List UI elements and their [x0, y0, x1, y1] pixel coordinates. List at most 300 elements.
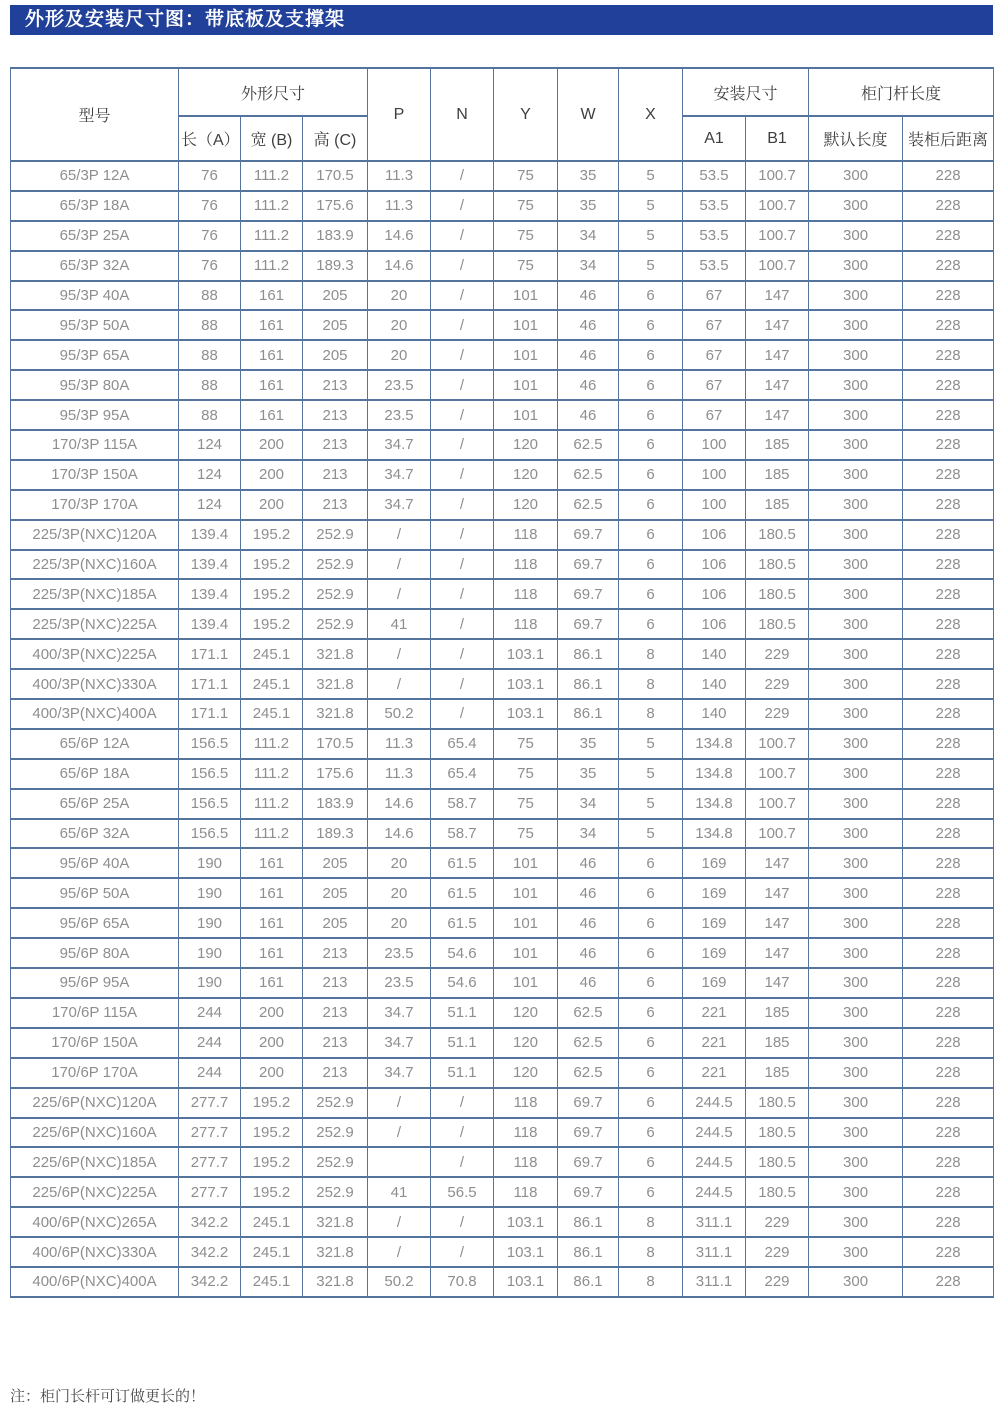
model-cell: 65/6P 25A	[11, 789, 179, 819]
value-cell: 300	[809, 789, 903, 819]
value-cell: 69.7	[558, 520, 619, 550]
value-cell: 228	[903, 191, 994, 221]
value-cell: 100.7	[746, 161, 809, 191]
value-cell: 228	[903, 968, 994, 998]
value-cell: 156.5	[179, 759, 241, 789]
col-header-height-c: 高 (C)	[303, 116, 368, 161]
table-row	[11, 1267, 994, 1297]
value-cell: 205	[303, 848, 368, 878]
model-cell: 65/3P 25A	[11, 221, 179, 251]
value-cell: 35	[558, 161, 619, 191]
value-cell: 124	[179, 430, 241, 460]
value-cell: 69.7	[558, 579, 619, 609]
model-cell: 400/6P(NXC)330A	[11, 1237, 179, 1267]
value-cell: 156.5	[179, 819, 241, 849]
value-cell: 300	[809, 430, 903, 460]
value-cell: 244.5	[683, 1088, 746, 1118]
value-cell: 228	[903, 490, 994, 520]
value-cell: 300	[809, 579, 903, 609]
value-cell: 200	[241, 460, 303, 490]
value-cell: 300	[809, 191, 903, 221]
value-cell: 67	[683, 400, 746, 430]
value-cell: 20	[368, 908, 431, 938]
value-cell: 161	[241, 281, 303, 311]
value-cell: 6	[619, 340, 683, 370]
footer-note: 注：柜门长杆可订做更长的！	[10, 1388, 206, 1405]
value-cell: 106	[683, 609, 746, 639]
value-cell: 300	[809, 669, 903, 699]
value-cell: 321.8	[303, 1207, 368, 1237]
col-header-w: W	[558, 68, 619, 161]
table-row	[11, 1118, 994, 1148]
value-cell: 300	[809, 878, 903, 908]
value-cell: /	[431, 191, 494, 221]
value-cell: 180.5	[746, 1118, 809, 1148]
dimensions-table	[10, 67, 994, 1298]
value-cell: 300	[809, 520, 903, 550]
model-cell: 95/6P 65A	[11, 908, 179, 938]
value-cell: /	[431, 400, 494, 430]
value-cell: /	[431, 460, 494, 490]
value-cell: 6	[619, 1118, 683, 1148]
value-cell: 20	[368, 340, 431, 370]
table-row	[11, 1207, 994, 1237]
value-cell: 229	[746, 1207, 809, 1237]
value-cell: 300	[809, 759, 903, 789]
value-cell: /	[431, 370, 494, 400]
value-cell: 180.5	[746, 579, 809, 609]
table-row	[11, 699, 994, 729]
value-cell: 169	[683, 848, 746, 878]
value-cell: 185	[746, 1028, 809, 1058]
value-cell: 311.1	[683, 1207, 746, 1237]
value-cell: 69.7	[558, 1147, 619, 1177]
value-cell: 147	[746, 968, 809, 998]
model-cell: 95/3P 40A	[11, 281, 179, 311]
value-cell: 228	[903, 430, 994, 460]
value-cell: 69.7	[558, 1177, 619, 1207]
value-cell: /	[368, 579, 431, 609]
value-cell: 88	[179, 370, 241, 400]
model-cell: 65/3P 18A	[11, 191, 179, 221]
value-cell: 189.3	[303, 819, 368, 849]
value-cell: 321.8	[303, 699, 368, 729]
value-cell: 228	[903, 340, 994, 370]
value-cell: 161	[241, 370, 303, 400]
value-cell: 51.1	[431, 1058, 494, 1088]
col-header-b1: B1	[746, 116, 809, 161]
value-cell: 103.1	[494, 669, 558, 699]
value-cell: 20	[368, 848, 431, 878]
value-cell: 5	[619, 221, 683, 251]
model-cell: 65/6P 32A	[11, 819, 179, 849]
value-cell: 34.7	[368, 430, 431, 460]
value-cell: 34.7	[368, 490, 431, 520]
value-cell: 100	[683, 430, 746, 460]
table-row	[11, 998, 994, 1028]
value-cell: 171.1	[179, 669, 241, 699]
value-cell: 311.1	[683, 1267, 746, 1297]
value-cell: 118	[494, 550, 558, 580]
value-cell: 205	[303, 878, 368, 908]
value-cell: 6	[619, 1088, 683, 1118]
value-cell: 228	[903, 400, 994, 430]
value-cell: 86.1	[558, 1237, 619, 1267]
value-cell: 213	[303, 1058, 368, 1088]
value-cell: /	[431, 1088, 494, 1118]
value-cell: 124	[179, 490, 241, 520]
table-row	[11, 1237, 994, 1267]
value-cell: 51.1	[431, 998, 494, 1028]
value-cell: 300	[809, 400, 903, 430]
value-cell: 221	[683, 998, 746, 1028]
value-cell: /	[431, 221, 494, 251]
value-cell: 50.2	[368, 1267, 431, 1297]
value-cell: 228	[903, 550, 994, 580]
value-cell: 213	[303, 460, 368, 490]
value-cell: 205	[303, 281, 368, 311]
value-cell: 111.2	[241, 789, 303, 819]
value-cell: 35	[558, 729, 619, 759]
value-cell: 190	[179, 848, 241, 878]
value-cell: 5	[619, 789, 683, 819]
value-cell: 70.8	[431, 1267, 494, 1297]
value-cell: 111.2	[241, 221, 303, 251]
value-cell: /	[368, 1207, 431, 1237]
value-cell: 86.1	[558, 639, 619, 669]
value-cell: 147	[746, 848, 809, 878]
value-cell: 300	[809, 1267, 903, 1297]
value-cell: 195.2	[241, 1118, 303, 1148]
value-cell: 245.1	[241, 669, 303, 699]
value-cell: 147	[746, 281, 809, 311]
value-cell: 118	[494, 1118, 558, 1148]
col-header-p: P	[368, 68, 431, 161]
table-row	[11, 1147, 994, 1177]
value-cell: 161	[241, 400, 303, 430]
value-cell: 229	[746, 699, 809, 729]
table-row	[11, 1088, 994, 1118]
value-cell: 300	[809, 370, 903, 400]
table-row	[11, 340, 994, 370]
value-cell: 23.5	[368, 370, 431, 400]
value-cell: 6	[619, 878, 683, 908]
value-cell: 213	[303, 430, 368, 460]
value-cell: 277.7	[179, 1177, 241, 1207]
value-cell: 300	[809, 729, 903, 759]
value-cell: 5	[619, 191, 683, 221]
value-cell: 252.9	[303, 550, 368, 580]
value-cell: 140	[683, 699, 746, 729]
value-cell: 147	[746, 310, 809, 340]
value-cell: 76	[179, 161, 241, 191]
value-cell: 6	[619, 579, 683, 609]
value-cell: 213	[303, 1028, 368, 1058]
value-cell: 56.5	[431, 1177, 494, 1207]
value-cell: 200	[241, 430, 303, 460]
value-cell: 111.2	[241, 191, 303, 221]
value-cell: 11.3	[368, 161, 431, 191]
value-cell: 6	[619, 908, 683, 938]
value-cell: 228	[903, 161, 994, 191]
value-cell: 8	[619, 639, 683, 669]
value-cell: 100.7	[746, 221, 809, 251]
value-cell: 228	[903, 221, 994, 251]
value-cell: 228	[903, 729, 994, 759]
value-cell: 147	[746, 878, 809, 908]
value-cell: 300	[809, 1207, 903, 1237]
value-cell: 118	[494, 579, 558, 609]
value-cell: 171.1	[179, 699, 241, 729]
table-row	[11, 310, 994, 340]
value-cell: 23.5	[368, 938, 431, 968]
value-cell: 169	[683, 878, 746, 908]
table-row	[11, 1058, 994, 1088]
page-title: 外形及安装尺寸图：带底板及支撑架	[10, 5, 993, 35]
value-cell: 300	[809, 310, 903, 340]
value-cell: 106	[683, 550, 746, 580]
value-cell: 35	[558, 191, 619, 221]
col-header-width-b: 宽 (B)	[241, 116, 303, 161]
table-row	[11, 848, 994, 878]
model-cell: 400/3P(NXC)330A	[11, 669, 179, 699]
model-cell: 95/3P 95A	[11, 400, 179, 430]
value-cell: 300	[809, 938, 903, 968]
table-row	[11, 609, 994, 639]
value-cell: 161	[241, 878, 303, 908]
value-cell: 106	[683, 579, 746, 609]
table-row	[11, 490, 994, 520]
model-cell: 170/6P 150A	[11, 1028, 179, 1058]
value-cell: 34	[558, 819, 619, 849]
model-cell: 225/6P(NXC)185A	[11, 1147, 179, 1177]
value-cell: 75	[494, 729, 558, 759]
model-cell: 95/3P 80A	[11, 370, 179, 400]
value-cell: 161	[241, 938, 303, 968]
value-cell: 300	[809, 1147, 903, 1177]
table-row	[11, 550, 994, 580]
table-row	[11, 1028, 994, 1058]
value-cell: 75	[494, 789, 558, 819]
value-cell: 14.6	[368, 789, 431, 819]
value-cell: /	[431, 1147, 494, 1177]
value-cell: 139.4	[179, 520, 241, 550]
value-cell: 228	[903, 878, 994, 908]
value-cell: 139.4	[179, 550, 241, 580]
value-cell: 161	[241, 908, 303, 938]
value-cell: 120	[494, 1058, 558, 1088]
value-cell: 46	[558, 281, 619, 311]
value-cell: 75	[494, 191, 558, 221]
value-cell: 34	[558, 221, 619, 251]
value-cell: 34.7	[368, 1058, 431, 1088]
value-cell: 228	[903, 998, 994, 1028]
value-cell: 277.7	[179, 1088, 241, 1118]
value-cell: 228	[903, 1058, 994, 1088]
value-cell: 228	[903, 1267, 994, 1297]
value-cell: 6	[619, 370, 683, 400]
value-cell: 111.2	[241, 729, 303, 759]
value-cell: 53.5	[683, 191, 746, 221]
value-cell: 100.7	[746, 251, 809, 281]
value-cell: 300	[809, 819, 903, 849]
value-cell: 228	[903, 669, 994, 699]
value-cell: 161	[241, 848, 303, 878]
value-cell: 221	[683, 1028, 746, 1058]
value-cell: 205	[303, 310, 368, 340]
value-cell: 200	[241, 998, 303, 1028]
value-cell: 140	[683, 639, 746, 669]
value-cell: 252.9	[303, 579, 368, 609]
value-cell: 213	[303, 400, 368, 430]
header-row-groups	[11, 68, 994, 116]
value-cell: 147	[746, 938, 809, 968]
table-row	[11, 579, 994, 609]
value-cell: /	[431, 609, 494, 639]
value-cell: 300	[809, 639, 903, 669]
value-cell: 100.7	[746, 759, 809, 789]
value-cell: 252.9	[303, 1177, 368, 1207]
value-cell: 34.7	[368, 460, 431, 490]
value-cell: 245.1	[241, 699, 303, 729]
value-cell: 69.7	[558, 1118, 619, 1148]
value-cell: 6	[619, 1177, 683, 1207]
value-cell: 88	[179, 340, 241, 370]
value-cell: 58.7	[431, 819, 494, 849]
value-cell: 5	[619, 251, 683, 281]
value-cell: 228	[903, 789, 994, 819]
model-cell: 225/3P(NXC)120A	[11, 520, 179, 550]
value-cell: 300	[809, 1028, 903, 1058]
value-cell: 300	[809, 1118, 903, 1148]
value-cell: 8	[619, 1237, 683, 1267]
value-cell: 228	[903, 370, 994, 400]
value-cell: 252.9	[303, 609, 368, 639]
value-cell: 300	[809, 699, 903, 729]
value-cell: 100.7	[746, 819, 809, 849]
value-cell: /	[431, 520, 494, 550]
value-cell: 50.2	[368, 699, 431, 729]
col-group-outline-dimensions: 外形尺寸	[179, 68, 368, 116]
model-cell: 400/6P(NXC)265A	[11, 1207, 179, 1237]
value-cell: 11.3	[368, 191, 431, 221]
value-cell: 342.2	[179, 1207, 241, 1237]
col-header-y: Y	[494, 68, 558, 161]
value-cell: 228	[903, 251, 994, 281]
value-cell: 111.2	[241, 819, 303, 849]
value-cell: 34	[558, 251, 619, 281]
value-cell: 101	[494, 878, 558, 908]
model-cell: 225/6P(NXC)120A	[11, 1088, 179, 1118]
table-row	[11, 908, 994, 938]
col-group-install-dimensions: 安装尺寸	[683, 68, 809, 116]
table-row	[11, 669, 994, 699]
table-row	[11, 251, 994, 281]
value-cell: 88	[179, 400, 241, 430]
col-header-model: 型号	[11, 68, 179, 161]
value-cell: 34.7	[368, 998, 431, 1028]
value-cell: 180.5	[746, 609, 809, 639]
value-cell: 118	[494, 520, 558, 550]
value-cell: 23.5	[368, 968, 431, 998]
value-cell: 228	[903, 819, 994, 849]
value-cell: 14.6	[368, 251, 431, 281]
value-cell: 175.6	[303, 191, 368, 221]
value-cell: /	[368, 1088, 431, 1118]
value-cell: 111.2	[241, 251, 303, 281]
value-cell: 75	[494, 221, 558, 251]
value-cell: 195.2	[241, 579, 303, 609]
table-row	[11, 191, 994, 221]
value-cell: 169	[683, 968, 746, 998]
value-cell: 75	[494, 759, 558, 789]
value-cell: 228	[903, 699, 994, 729]
table-row	[11, 729, 994, 759]
value-cell: 228	[903, 1177, 994, 1207]
value-cell: 228	[903, 281, 994, 311]
value-cell: 11.3	[368, 729, 431, 759]
value-cell: 6	[619, 848, 683, 878]
value-cell: 6	[619, 460, 683, 490]
value-cell: 6	[619, 998, 683, 1028]
value-cell: 8	[619, 1267, 683, 1297]
table-body	[11, 161, 994, 1297]
value-cell: 103.1	[494, 639, 558, 669]
value-cell: 213	[303, 968, 368, 998]
value-cell: 244.5	[683, 1177, 746, 1207]
value-cell: /	[431, 579, 494, 609]
value-cell: 53.5	[683, 251, 746, 281]
value-cell: 229	[746, 669, 809, 699]
value-cell: 103.1	[494, 1237, 558, 1267]
value-cell: 20	[368, 310, 431, 340]
value-cell: 76	[179, 251, 241, 281]
value-cell: 5	[619, 759, 683, 789]
value-cell: 175.6	[303, 759, 368, 789]
value-cell: 342.2	[179, 1267, 241, 1297]
value-cell: 61.5	[431, 908, 494, 938]
value-cell: 300	[809, 251, 903, 281]
table-row	[11, 520, 994, 550]
value-cell: 300	[809, 1058, 903, 1088]
value-cell: 321.8	[303, 1237, 368, 1267]
value-cell: 147	[746, 340, 809, 370]
value-cell: 101	[494, 908, 558, 938]
value-cell: 134.8	[683, 729, 746, 759]
value-cell: 169	[683, 938, 746, 968]
value-cell: 300	[809, 161, 903, 191]
value-cell: 67	[683, 340, 746, 370]
model-cell: 400/3P(NXC)225A	[11, 639, 179, 669]
value-cell: 190	[179, 968, 241, 998]
value-cell: 180.5	[746, 1177, 809, 1207]
value-cell: 180.5	[746, 550, 809, 580]
value-cell: 75	[494, 251, 558, 281]
value-cell: 252.9	[303, 520, 368, 550]
value-cell: 34	[558, 789, 619, 819]
value-cell: /	[431, 1237, 494, 1267]
value-cell: 300	[809, 281, 903, 311]
value-cell: 14.6	[368, 819, 431, 849]
value-cell: 46	[558, 848, 619, 878]
value-cell: 6	[619, 1028, 683, 1058]
value-cell: 300	[809, 998, 903, 1028]
value-cell: 86.1	[558, 1207, 619, 1237]
value-cell: 321.8	[303, 669, 368, 699]
value-cell: 244	[179, 998, 241, 1028]
value-cell: 229	[746, 1237, 809, 1267]
value-cell: /	[431, 281, 494, 311]
